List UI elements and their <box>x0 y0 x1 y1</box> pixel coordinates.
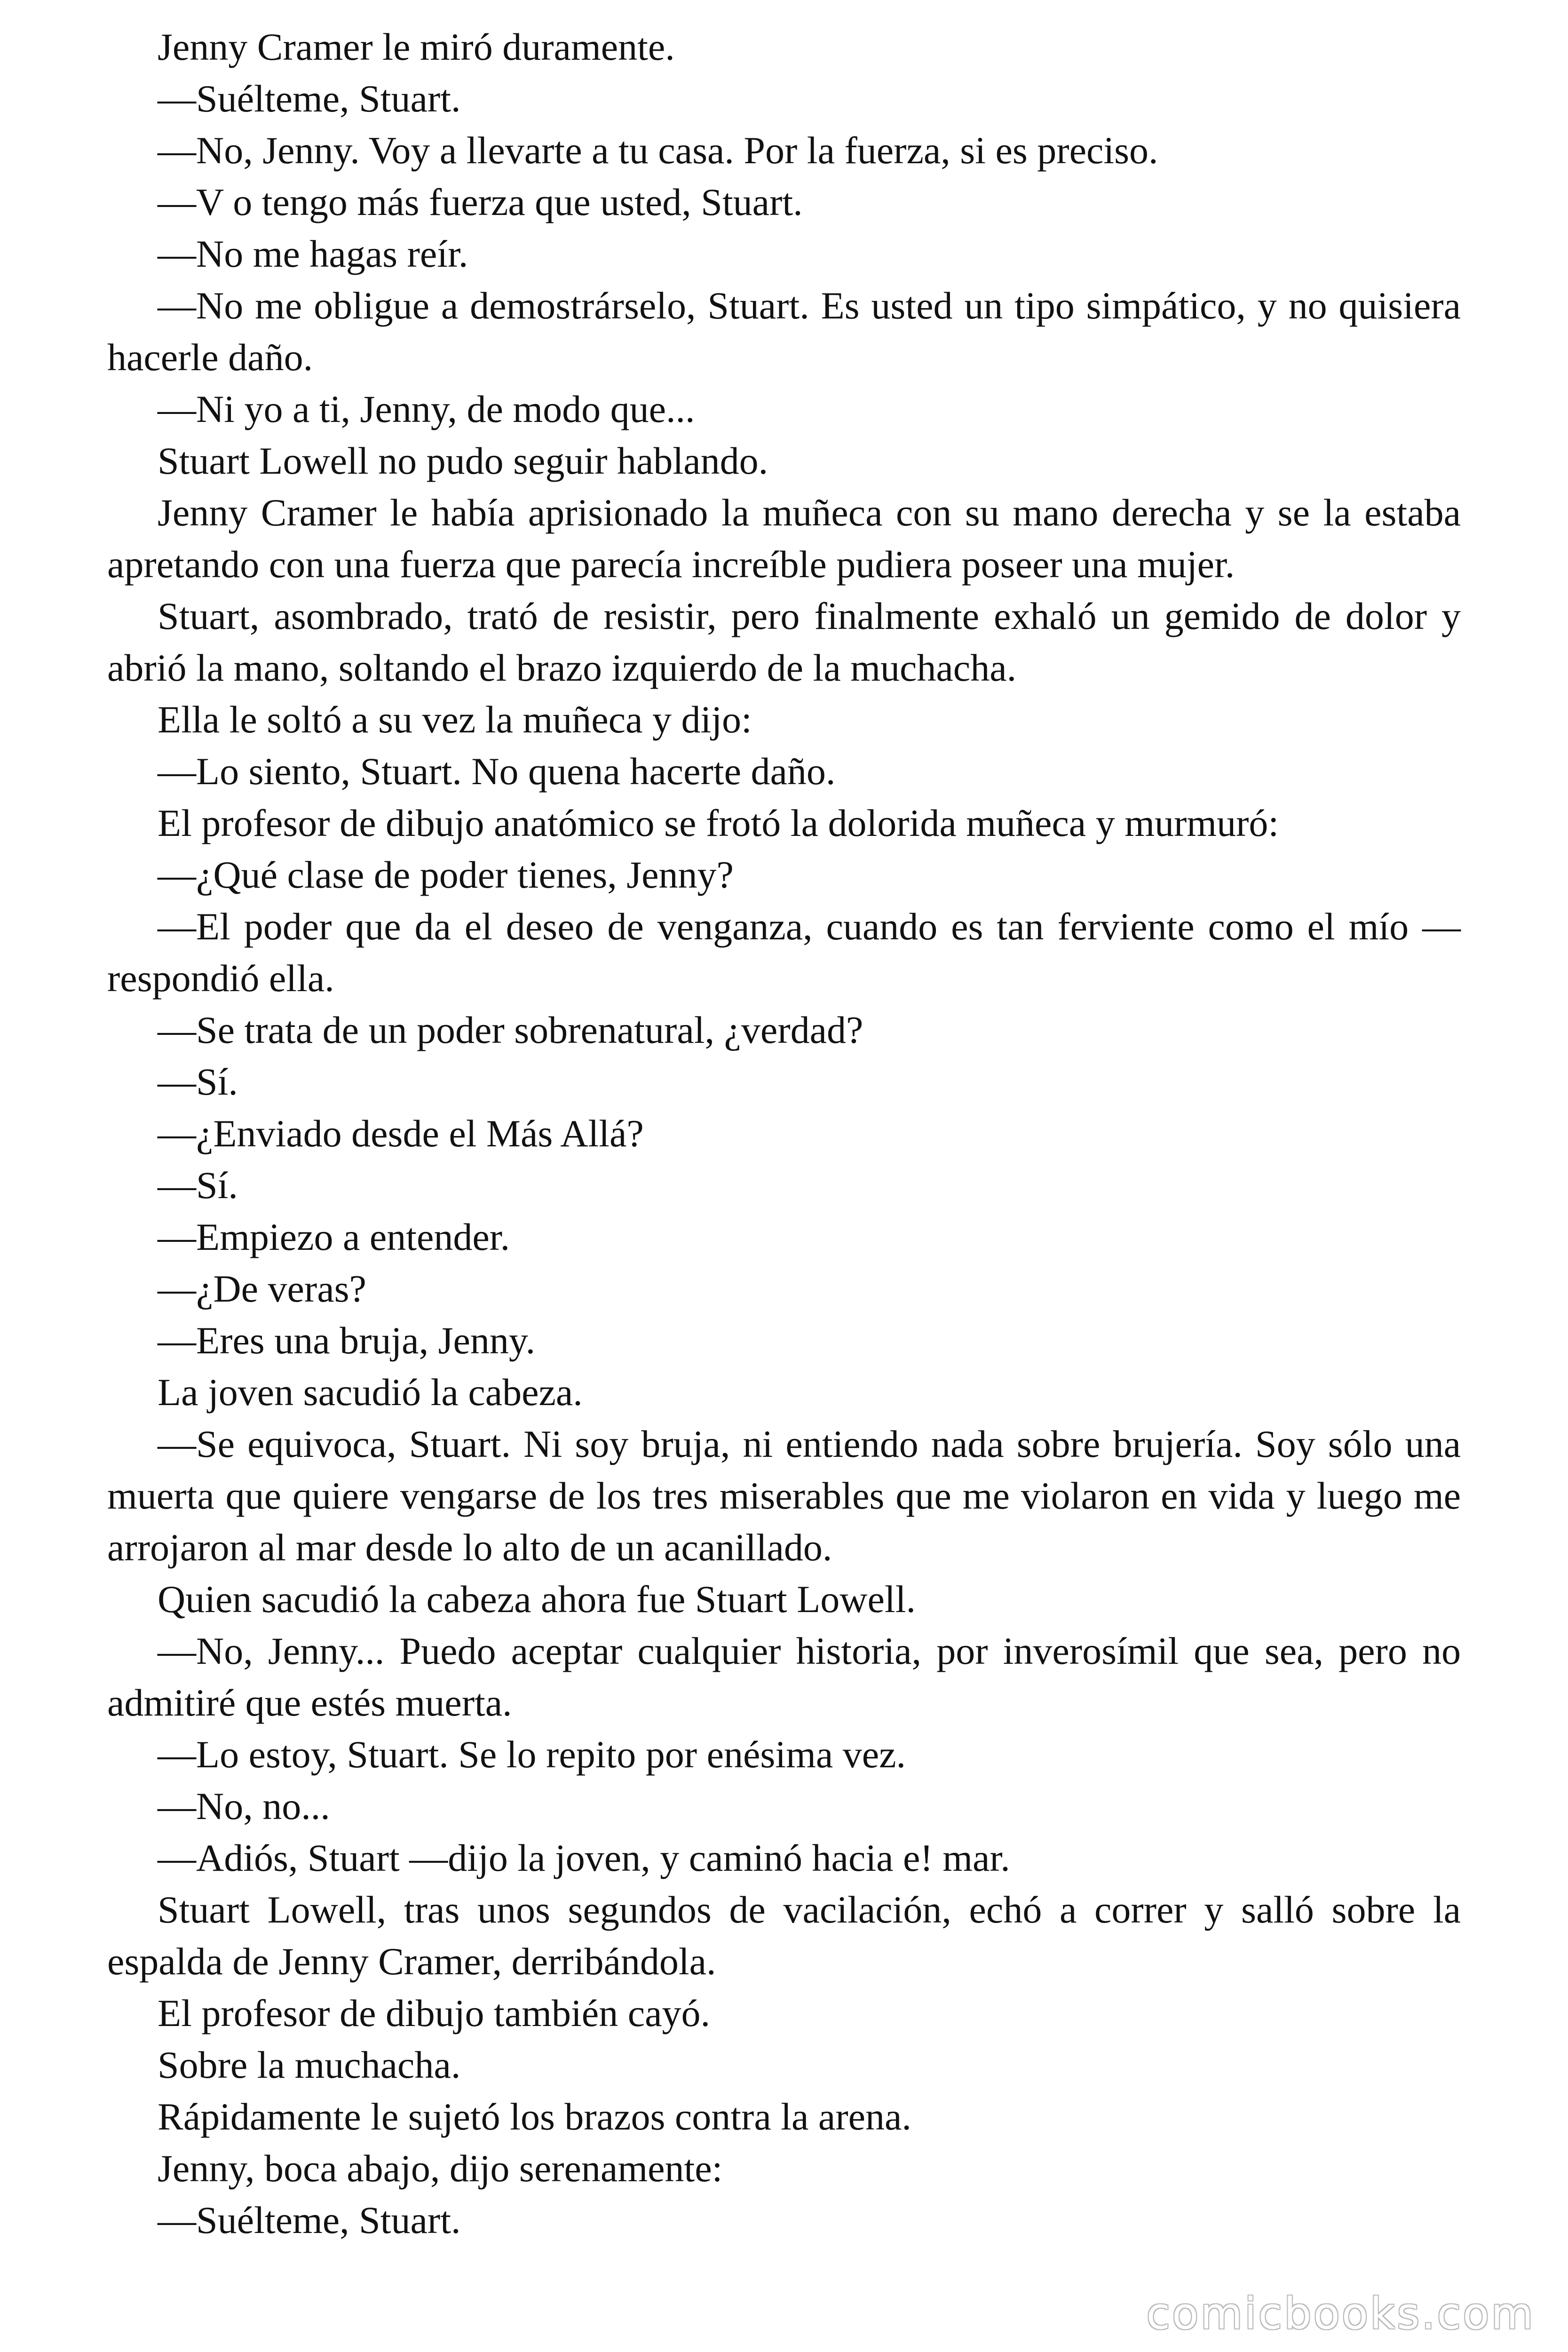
paragraph: Jenny, boca abajo, dijo serenamente: <box>158 2147 723 2190</box>
paragraph: El profesor de dibujo anatómico se frotó la dolorida muñeca y murmuró: <box>158 802 1279 844</box>
paragraph: La joven sacudió la cabeza. <box>158 1371 583 1414</box>
paragraph: —Eres una bruja, Jenny. <box>158 1319 536 1362</box>
paragraph: Quien sacudió la cabeza ahora fue Stuart Lowell. <box>158 1578 916 1621</box>
paragraph: El profesor de dibujo también cayó. <box>158 1992 710 2034</box>
paragraph: —¿Enviado desde el Más Allá? <box>158 1112 644 1155</box>
paragraph: Sobre la muchacha. <box>158 2043 461 2086</box>
watermark: comicbooks.com <box>1146 2288 1535 2339</box>
paragraph: Stuart, asombrado, trató de resistir, pero finalmente exhaló un gemido de dolor y abrió la mano, soltando el brazo izquierdo de la muchacha. <box>107 595 1461 689</box>
paragraph: —Ni yo a ti, Jenny, de modo que... <box>158 388 695 430</box>
paragraph: —Sí. <box>158 1060 238 1103</box>
paragraph: Ella le soltó a su vez la muñeca y dijo: <box>158 698 752 741</box>
paragraph: —Adiós, Stuart —dijo la joven, y caminó hacia e! mar. <box>158 1836 1010 1879</box>
paragraph: Stuart Lowell, tras unos segundos de vacilación, echó a correr y salló sobre la espalda de Jenny Cramer, derribándola. <box>107 1888 1461 1983</box>
paragraph: —V o tengo más fuerza que usted, Stuart. <box>158 181 803 223</box>
paragraph: —Empiezo a entender. <box>158 1216 510 1258</box>
paragraph: —¿De veras? <box>158 1267 366 1310</box>
paragraph: —No, Jenny. Voy a llevarte a tu casa. Por la fuerza, si es preciso. <box>158 129 1158 172</box>
paragraph: —No me hagas reír. <box>158 232 468 275</box>
paragraph: —¿Qué clase de poder tienes, Jenny? <box>158 853 734 896</box>
paragraph: —Lo estoy, Stuart. Se lo repito por enésima vez. <box>158 1733 906 1776</box>
paragraph: —Se trata de un poder sobrenatural, ¿verdad? <box>158 1009 863 1051</box>
paragraph: Jenny Cramer le había aprisionado la muñeca con su mano derecha y se la estaba apretando con una fuerza que parecía increíble pudiera poseer una mujer. <box>107 491 1461 586</box>
page-body <box>107 21 1461 2246</box>
paragraph: —Se equivoca, Stuart. Ni soy bruja, ni entiendo nada sobre brujería. Soy sólo una muerta que quiere vengarse de los tres miserables que me violaron en vida y luego me arrojaron al mar desde lo alto de un acanillado. <box>107 1422 1461 1569</box>
paragraph: Jenny Cramer le miró duramente. <box>158 25 675 68</box>
paragraph: —No, Jenny... Puedo aceptar cualquier historia, por inverosímil que sea, pero no admitiré que estés muerta. <box>107 1629 1461 1724</box>
paragraph: —No me obligue a demostrárselo, Stuart. Es usted un tipo simpático, y no quisiera hacerle daño. <box>107 284 1461 379</box>
paragraph: —El poder que da el deseo de venganza, cuando es tan ferviente como el mío —respondió ella. <box>107 905 1461 1000</box>
paragraph: —Suélteme, Stuart. <box>158 2199 461 2241</box>
paragraph: —Sí. <box>158 1164 238 1207</box>
paragraph: —Lo siento, Stuart. No quena hacerte daño. <box>158 750 836 793</box>
paragraph: —No, no... <box>158 1785 330 1828</box>
paragraph: Stuart Lowell no pudo seguir hablando. <box>158 439 768 482</box>
paragraph: Rápidamente le sujetó los brazos contra la arena. <box>158 2095 911 2138</box>
paragraph: —Suélteme, Stuart. <box>158 77 461 120</box>
